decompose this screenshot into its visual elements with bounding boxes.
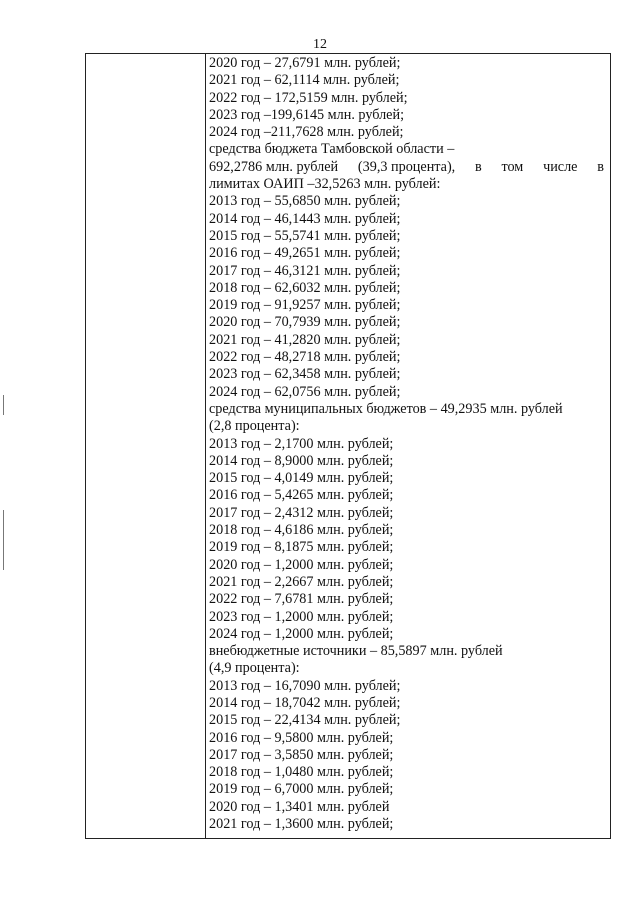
word-3: числе [543, 158, 578, 175]
funding-line: 2023 год – 62,3458 млн. рублей; [209, 366, 401, 383]
funding-line: 2015 год – 4,0149 млн. рублей; [209, 470, 394, 487]
word-4: в [597, 158, 604, 175]
funding-line: лимитах ОАИП –32,5263 млн. рублей: [209, 176, 441, 193]
funding-line: 2020 год – 1,3401 млн. рублей [209, 798, 390, 815]
funding-line: 2017 год – 2,4312 млн. рублей; [209, 504, 394, 521]
funding-line: 2017 год – 3,5850 млн. рублей; [209, 746, 394, 763]
funding-line: (2,8 процента): [209, 418, 300, 435]
funding-line: 2014 год – 18,7042 млн. рублей; [209, 694, 401, 711]
funding-line: 2023 год – 1,2000 млн. рублей; [209, 608, 394, 625]
funding-line: 2019 год – 91,9257 млн. рублей; [209, 297, 401, 314]
regional-budget-total-line [209, 159, 604, 176]
funding-line: средства бюджета Тамбовской области – [209, 141, 455, 158]
funding-line: 2021 год – 41,2820 млн. рублей; [209, 331, 401, 348]
margin-scan-mark-top [3, 395, 4, 415]
funding-line: внебюджетные источники – 85,5897 млн. рублей [209, 643, 503, 660]
funding-line: 2020 год – 27,6791 млн. рублей; [209, 55, 401, 71]
funding-line: 2016 год – 5,4265 млн. рублей; [209, 487, 394, 504]
funding-line: 2019 год – 8,1875 млн. рублей; [209, 539, 394, 556]
page-number: 12 [313, 37, 327, 52]
funding-line: средства муниципальных бюджетов – 49,2935 млн. рублей [209, 400, 563, 417]
word-2: том [501, 158, 524, 175]
funding-line: 2022 год – 7,6781 млн. рублей; [209, 591, 394, 608]
funding-line: 2016 год – 49,2651 млн. рублей; [209, 245, 401, 262]
funding-line: 2020 год – 1,2000 млн. рублей; [209, 556, 394, 573]
funding-line: 2016 год – 9,5800 млн. рублей; [209, 729, 394, 746]
funding-lines-group-a [209, 55, 604, 159]
regional-budget-amount: 692,2786 млн. рублей [209, 158, 339, 175]
funding-line: 2020 год – 70,7939 млн. рублей; [209, 314, 401, 331]
regional-budget-percent: (39,3 процента), [357, 158, 456, 175]
funding-line: 2022 год – 172,5159 млн. рублей; [209, 89, 408, 106]
funding-line: 2018 год – 1,0480 млн. рублей; [209, 764, 394, 781]
funding-line: 2021 год – 2,2667 млн. рублей; [209, 573, 394, 590]
funding-line: 2018 год – 4,6186 млн. рублей; [209, 522, 394, 539]
funding-line: 2021 год – 62,1114 млн. рублей; [209, 72, 400, 89]
funding-line: 2018 год – 62,6032 млн. рублей; [209, 279, 401, 296]
funding-line: 2015 год – 22,4134 млн. рублей; [209, 712, 401, 729]
funding-line: 2015 год – 55,5741 млн. рублей; [209, 227, 401, 244]
funding-line: 2013 год – 2,1700 млн. рублей; [209, 435, 394, 452]
funding-lines-group-b [209, 176, 604, 833]
funding-line: 2014 год – 46,1443 млн. рублей; [209, 210, 401, 227]
funding-line: 2022 год – 48,2718 млн. рублей; [209, 349, 401, 366]
margin-scan-mark-bottom [3, 510, 4, 570]
funding-line: 2024 год – 62,0756 млн. рублей; [209, 383, 401, 400]
funding-table [85, 53, 611, 839]
funding-line: (4,9 процента): [209, 660, 300, 677]
funding-text-cell [209, 55, 604, 833]
funding-line: 2019 год – 6,7000 млн. рублей; [209, 781, 394, 798]
funding-line: 2024 год – 1,2000 млн. рублей; [209, 625, 394, 642]
column-divider [205, 54, 206, 838]
funding-line: 2023 год –199,6145 млн. рублей; [209, 106, 405, 123]
funding-line: 2017 год – 46,3121 млн. рублей; [209, 262, 401, 279]
funding-line: 2024 год –211,7628 млн. рублей; [209, 124, 404, 141]
funding-line: 2021 год – 1,3600 млн. рублей; [209, 816, 394, 833]
word-1: в [475, 158, 482, 175]
funding-line: 2014 год – 8,9000 млн. рублей; [209, 452, 394, 469]
funding-line: 2013 год – 16,7090 млн. рублей; [209, 677, 401, 694]
funding-line: 2013 год – 55,6850 млн. рублей; [209, 193, 401, 210]
